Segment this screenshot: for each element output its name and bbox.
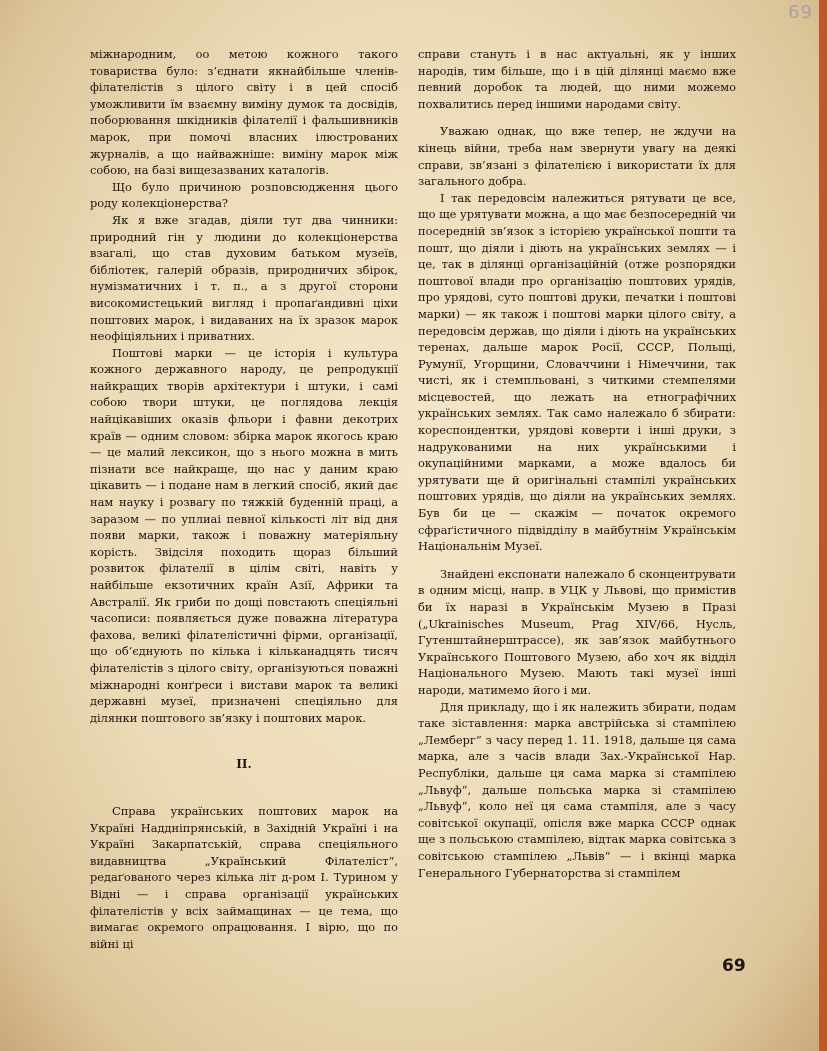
paragraph: справи стануть і в нас актуальні, як у інших народів, тим більше, що і в цій ділянці маємо вже певний доробок та людей, що ними можемо похвалитись перед іншими народами світу. xyxy=(418,47,736,111)
paragraph: міжнародним, оо метою кожного такого товариства було: з’єднати якнайбільше членів-філателістів з цілого світу і в цей спосіб уможливити їм взаємну виміну думок та досвідів, поборювання шкідників філателії і фальшивників марок, при помочі власних ілюстрованих журналів, а що найважніше: виміну марок між собою, на базі вищезазваних каталогів. xyxy=(90,47,398,178)
paragraph: Для прикладу, що і як належить збирати, подам таке зіставлення: марка австрійська зі стампілею „Лемберг“ з часу перед 1. 11. 1918, дальше ця сама марка, але з часів влади Зах.-Української Нар. Республіки, дальше ця сама марка зі стампілею „Львуф“, дальше польська марка зі стампілею „Львуф“, коло неї ця сама стампіля, але з часу совітської окупації, опісля вже марка СССР однак ще з польською стампілею, відтак марка совітська з совітською стампілею „Львів“ — і вкінці марка Генерального Губернаторства зі стампілем xyxy=(418,699,736,880)
paragraph: Що було причиною розповсюдження цього роду колекціонерства? xyxy=(90,179,398,211)
handwritten-page-mark: 69 xyxy=(788,2,813,23)
page-number: 69 xyxy=(722,956,746,976)
paragraph: І так передовсім належиться рятувати це все, що ще урятувати можна, а що має безпосередній чи посередній зв’язок з історією української пошти та пошт, що діяли і діють на українських землях — і це, так в ділянці організаційній (отже розпорядки поштової влади про організацію поштових урядів, про урядові, суто поштові друки, печатки і поштові марки) — як також і поштові марки цілого світу, а передовсім держав, що діяли і діють на українських теренах, дальше марок Росії, СССР, Польщі, Румунії, Угорщини, Словаччини і Німеччини, так чисті, як і стемпльовані, з читкими стемпелями місцевостей, що лежать на етнографічних українських землях. Так само належало б збирати: кореспондентки, урядові коверти і інші друки, з надрукованими на них українськими і окупаційними марками, а може вдалось би урятувати ще й оригінальні стампілі українських поштових урядів, що діяли на українських землях. Був би це — скажім — початок окремого сфраґістичного підвідділу в майбутнім Українськім Національнім Музеї. xyxy=(418,190,736,554)
paragraph: Справа українських поштових марок на Україні Наддніпрянській, в Західній Україні і на Україні Закарпатській, справа спеціяльного видавництва „Український Філателіст“, редаґованого через кілька літ д-ром І. Турином у Відні — і справа організації українських філателістів у всіх займащинах — це тема, що вимагає окремого опрацювання. І вірю, що по війні ці xyxy=(90,803,398,951)
paragraph: Знайдені експонати належало б сконцентрувати в одним місці, напр. в УЦК у Львові, що примістив би їх наразі в Українськім Музею в Празі („Ukrainisches Museum, Prag XIV/66, Нусль, Гутенштайнерштрассе), як зав’язок майбутнього Українського Поштового Музею, або хоч як відділ Національного Музею. Мають такі музеї інші народи, матимемо його і ми. xyxy=(418,566,736,697)
section-heading: II. xyxy=(236,757,252,772)
left-text-column xyxy=(90,46,398,952)
paragraph: Як я вже згадав, діяли тут два чинники: природний гін у людини до колекціонерства взагалі, що став духовим батьком музеїв, бібліотек, галерій образів, природничих збірок, нумізматичних і т. п., а з другої сторони високомистецький вигляд і пропаґандивні ціхи поштових марок, і видаваних на їх зразок марок неофіціяльних і приватних. xyxy=(90,212,398,344)
right-text-column xyxy=(418,46,736,881)
paragraph: Уважаю однак, що вже тепер, не ждучи на кінець війни, треба нам звернути увагу на деякі справи, зв’язані з філателією і використати їх для загального добра. xyxy=(418,124,736,189)
page-edge xyxy=(819,0,827,1051)
paragraph: Поштові марки — це історія і культура кожного державного народу, це репродукції найкращих творів архітектури і штуки, і самі собою твори штуки, це поглядова лекція найцікавіших оказів фльори і фавни декотрих країв — одним словом: збірка марок якогось краю — це малий лексикон, що з нього можна в мить пізнати все найкраще, що нас у даним краю цікавить — і подане нам в легкий спосіб, який дає нам науку і розвагу по тяжкій буденній праці, а заразом — по уплиаі певної кількості літ від дня появи марки, також і поважну матеріяльну корість. Звідсіля походить щораз більший розвиток філателії в цілім світі, навіть у найбільше екзотичних країн Азії, Африки та Австралії. Як гриби по дощі повстають спеціяльні часописи: появляється дуже поважна література фахова, великі філателістичні фірми, організації, що об’єднують по кілька і кільканадцять тисяч філателістів з цілого світу, організуються поважні міжнародні конґреси і вистави марок та великі державні музеї, призначені спеціяльно для ділянки поштового зв’язку і поштових марок. xyxy=(90,345,398,725)
